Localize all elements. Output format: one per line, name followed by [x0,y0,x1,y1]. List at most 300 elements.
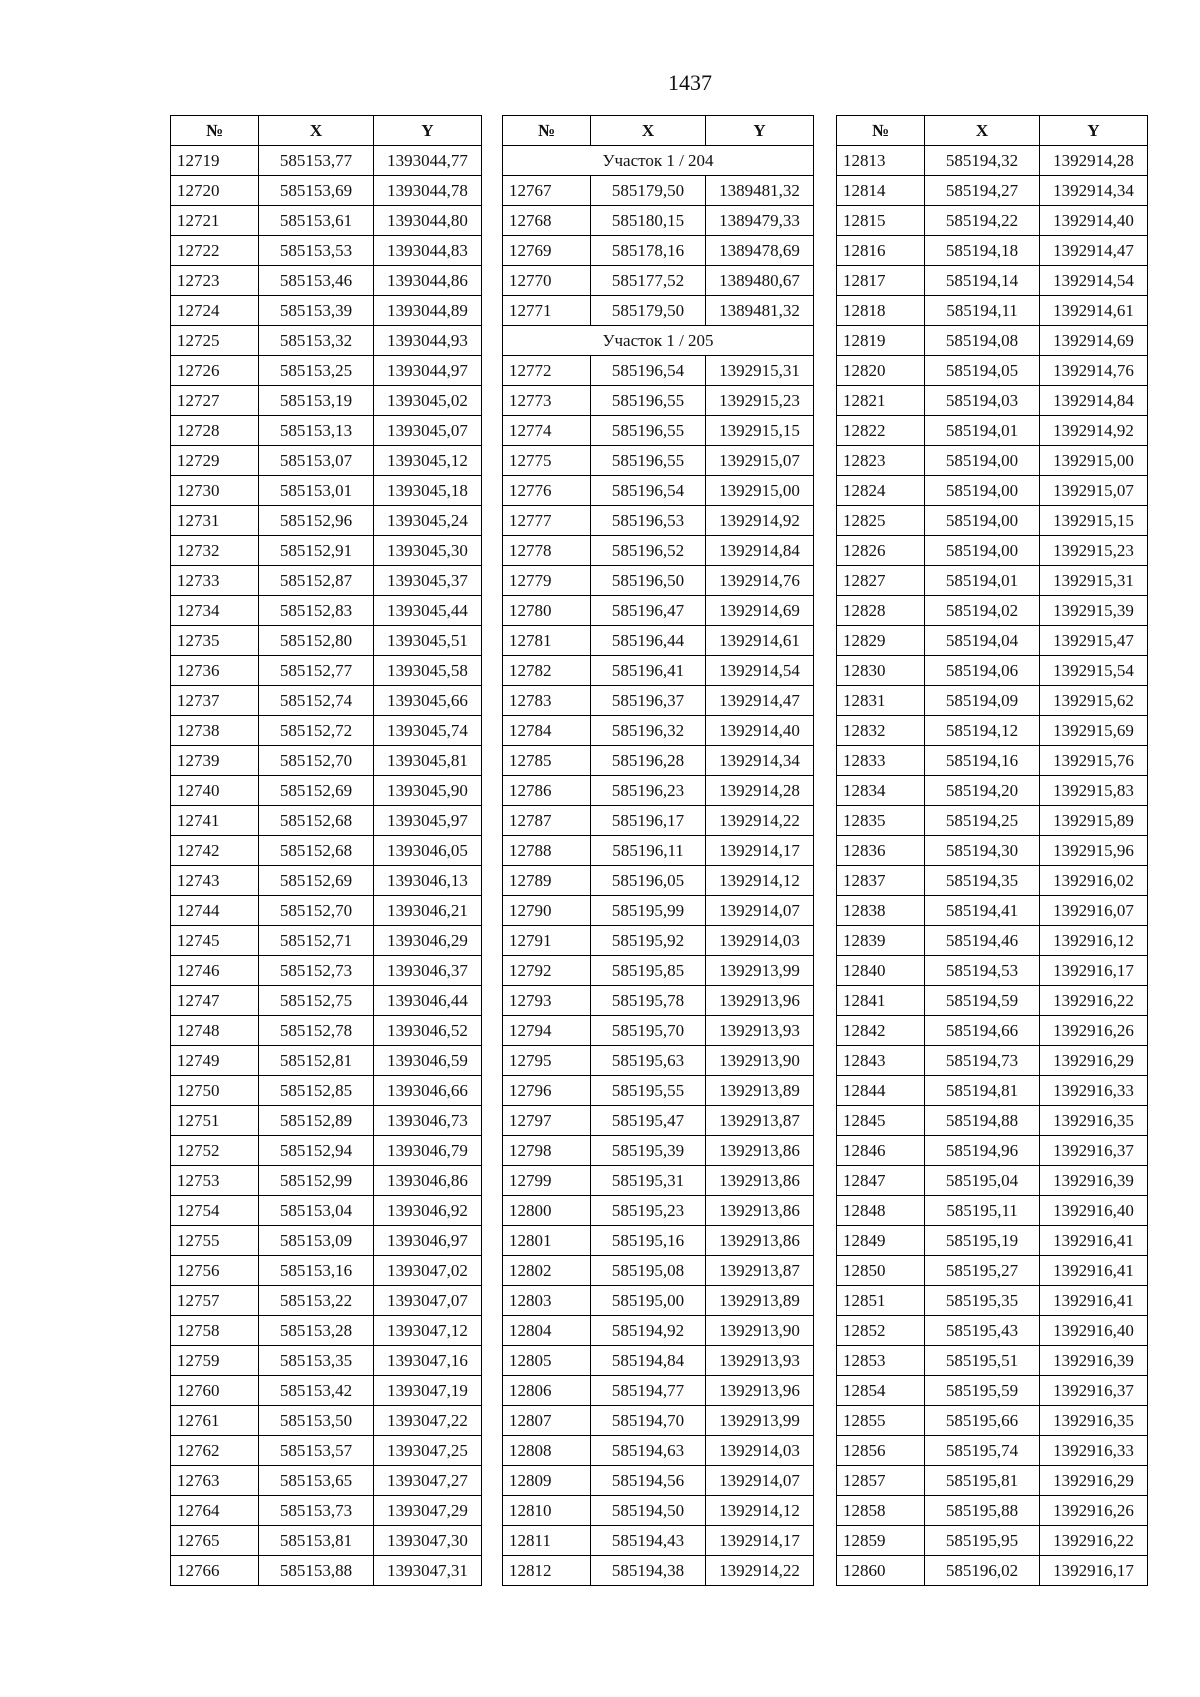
table-row [171,656,482,686]
point-number: 12794 [503,1016,591,1046]
point-number: 12791 [503,926,591,956]
x-coordinate: 585194,05 [925,356,1040,386]
x-coordinate: 585194,88 [925,1106,1040,1136]
y-coordinate: 1392913,89 [706,1286,814,1316]
table-row [171,836,482,866]
y-coordinate: 1393044,77 [374,146,482,176]
point-number: 12772 [503,356,591,386]
table-row [171,356,482,386]
x-coordinate: 585196,17 [591,806,706,836]
x-coordinate: 585178,16 [591,236,706,266]
point-number: 12733 [171,566,259,596]
point-number: 12786 [503,776,591,806]
y-coordinate: 1393044,93 [374,326,482,356]
point-number: 12766 [171,1556,259,1586]
x-coordinate: 585152,77 [259,656,374,686]
x-coordinate: 585194,04 [925,626,1040,656]
y-coordinate: 1392914,69 [706,596,814,626]
point-number: 12780 [503,596,591,626]
y-coordinate: 1392915,89 [1040,806,1148,836]
point-number: 12748 [171,1016,259,1046]
table-row [837,806,1148,836]
y-coordinate: 1392914,28 [706,776,814,806]
table-row [171,1556,482,1586]
y-coordinate: 1393046,21 [374,896,482,926]
table-row [171,1196,482,1226]
x-coordinate: 585194,12 [925,716,1040,746]
point-number: 12850 [837,1256,925,1286]
table-row [503,476,814,506]
y-coordinate: 1393044,86 [374,266,482,296]
x-coordinate: 585195,63 [591,1046,706,1076]
x-coordinate: 585153,04 [259,1196,374,1226]
y-coordinate: 1392915,39 [1040,596,1148,626]
x-coordinate: 585194,73 [925,1046,1040,1076]
table-row [171,1526,482,1556]
y-coordinate: 1392914,12 [706,1496,814,1526]
table-row [503,266,814,296]
point-number: 12847 [837,1166,925,1196]
table-row [837,1466,1148,1496]
table-row [503,356,814,386]
x-coordinate: 585196,54 [591,356,706,386]
y-coordinate: 1392916,40 [1040,1196,1148,1226]
x-coordinate: 585196,53 [591,506,706,536]
x-coordinate: 585194,59 [925,986,1040,1016]
table-row [503,866,814,896]
section-label: Участок 1 / 204 [503,146,814,176]
x-coordinate: 585195,00 [591,1286,706,1316]
x-coordinate: 585152,69 [259,776,374,806]
table-row [503,296,814,326]
x-coordinate: 585152,87 [259,566,374,596]
point-number: 12747 [171,986,259,1016]
table-row [171,1406,482,1436]
table-row [837,446,1148,476]
table-row [503,806,814,836]
point-number: 12849 [837,1226,925,1256]
point-number: 12830 [837,656,925,686]
point-number: 12821 [837,386,925,416]
table-row [171,536,482,566]
y-coordinate: 1392916,07 [1040,896,1148,926]
x-coordinate: 585153,65 [259,1466,374,1496]
y-coordinate: 1392913,93 [706,1016,814,1046]
table-row [503,1136,814,1166]
x-coordinate: 585153,22 [259,1286,374,1316]
point-number: 12781 [503,626,591,656]
x-coordinate: 585195,04 [925,1166,1040,1196]
x-coordinate: 585194,41 [925,896,1040,926]
table-row [503,1016,814,1046]
x-coordinate: 585194,09 [925,686,1040,716]
x-coordinate: 585196,47 [591,596,706,626]
y-coordinate: 1393045,81 [374,746,482,776]
table-row [837,626,1148,656]
x-coordinate: 585195,27 [925,1256,1040,1286]
point-number: 12769 [503,236,591,266]
y-coordinate: 1392915,69 [1040,716,1148,746]
x-coordinate: 585194,43 [591,1526,706,1556]
header-num: № [837,116,925,146]
x-coordinate: 585194,20 [925,776,1040,806]
x-coordinate: 585195,16 [591,1226,706,1256]
table-row [837,1406,1148,1436]
point-number: 12802 [503,1256,591,1286]
table-row [503,206,814,236]
x-coordinate: 585194,16 [925,746,1040,776]
table-row [171,266,482,296]
x-coordinate: 585152,71 [259,926,374,956]
y-coordinate: 1392914,22 [706,1556,814,1586]
table-row [171,956,482,986]
point-number: 12785 [503,746,591,776]
y-coordinate: 1392915,62 [1040,686,1148,716]
x-coordinate: 585194,50 [591,1496,706,1526]
table-row [837,296,1148,326]
point-number: 12798 [503,1136,591,1166]
x-coordinate: 585196,02 [925,1556,1040,1586]
x-coordinate: 585194,30 [925,836,1040,866]
x-coordinate: 585153,46 [259,266,374,296]
x-coordinate: 585196,55 [591,416,706,446]
table-row [171,1076,482,1106]
point-number: 12743 [171,866,259,896]
table-row [837,1196,1148,1226]
y-coordinate: 1392913,86 [706,1196,814,1226]
y-coordinate: 1393045,24 [374,506,482,536]
point-number: 12771 [503,296,591,326]
point-number: 12806 [503,1376,591,1406]
point-number: 12782 [503,656,591,686]
x-coordinate: 585196,23 [591,776,706,806]
y-coordinate: 1392915,15 [706,416,814,446]
y-coordinate: 1393047,12 [374,1316,482,1346]
table-row [171,596,482,626]
x-coordinate: 585152,72 [259,716,374,746]
table-row [503,536,814,566]
point-number: 12752 [171,1136,259,1166]
y-coordinate: 1393044,89 [374,296,482,326]
table-row [503,1556,814,1586]
table-row [171,1286,482,1316]
x-coordinate: 585152,83 [259,596,374,626]
y-coordinate: 1392916,26 [1040,1016,1148,1046]
table-row [171,386,482,416]
y-coordinate: 1392916,35 [1040,1406,1148,1436]
table-row [503,566,814,596]
point-number: 12843 [837,1046,925,1076]
table-row [837,266,1148,296]
y-coordinate: 1393044,78 [374,176,482,206]
y-coordinate: 1392913,96 [706,986,814,1016]
x-coordinate: 585153,39 [259,296,374,326]
table-row [503,926,814,956]
point-number: 12823 [837,446,925,476]
y-coordinate: 1392916,26 [1040,1496,1148,1526]
y-coordinate: 1392915,07 [706,446,814,476]
table-row [837,1436,1148,1466]
table-row [503,1226,814,1256]
y-coordinate: 1393046,37 [374,956,482,986]
y-coordinate: 1392913,87 [706,1256,814,1286]
table-row [171,806,482,836]
x-coordinate: 585194,11 [925,296,1040,326]
table-row [503,1046,814,1076]
y-coordinate: 1392914,34 [706,746,814,776]
x-coordinate: 585153,88 [259,1556,374,1586]
point-number: 12825 [837,506,925,536]
y-coordinate: 1392915,47 [1040,626,1148,656]
table-row [503,836,814,866]
y-coordinate: 1392914,40 [1040,206,1148,236]
y-coordinate: 1393046,66 [374,1076,482,1106]
y-coordinate: 1389481,32 [706,296,814,326]
table-row [503,1406,814,1436]
table-row [837,176,1148,206]
y-coordinate: 1392916,37 [1040,1136,1148,1166]
point-number: 12796 [503,1076,591,1106]
point-number: 12797 [503,1106,591,1136]
table-row [171,296,482,326]
x-coordinate: 585179,50 [591,296,706,326]
x-coordinate: 585152,80 [259,626,374,656]
x-coordinate: 585194,06 [925,656,1040,686]
table-row [171,206,482,236]
point-number: 12767 [503,176,591,206]
y-coordinate: 1392916,39 [1040,1166,1148,1196]
y-coordinate: 1393045,97 [374,806,482,836]
table-row [171,236,482,266]
table-row [837,776,1148,806]
x-coordinate: 585194,01 [925,566,1040,596]
header-x: X [591,116,706,146]
table-row [837,956,1148,986]
table-row [837,206,1148,236]
x-coordinate: 585194,00 [925,506,1040,536]
point-number: 12784 [503,716,591,746]
x-coordinate: 585153,16 [259,1256,374,1286]
x-coordinate: 585196,37 [591,686,706,716]
y-coordinate: 1392915,07 [1040,476,1148,506]
point-number: 12803 [503,1286,591,1316]
x-coordinate: 585195,11 [925,1196,1040,1226]
y-coordinate: 1392916,22 [1040,986,1148,1016]
y-coordinate: 1393045,58 [374,656,482,686]
table-row [837,1496,1148,1526]
x-coordinate: 585194,00 [925,536,1040,566]
x-coordinate: 585196,41 [591,656,706,686]
y-coordinate: 1393046,92 [374,1196,482,1226]
table-row [171,686,482,716]
x-coordinate: 585195,66 [925,1406,1040,1436]
x-coordinate: 585194,27 [925,176,1040,206]
x-coordinate: 585195,88 [925,1496,1040,1526]
y-coordinate: 1392913,90 [706,1046,814,1076]
y-coordinate: 1393047,02 [374,1256,482,1286]
point-number: 12856 [837,1436,925,1466]
table-row [171,986,482,1016]
y-coordinate: 1392914,03 [706,1436,814,1466]
point-number: 12815 [837,206,925,236]
y-coordinate: 1393045,44 [374,596,482,626]
y-coordinate: 1392913,93 [706,1346,814,1376]
y-coordinate: 1392916,29 [1040,1466,1148,1496]
table-row [171,176,482,206]
y-coordinate: 1392914,07 [706,896,814,926]
y-coordinate: 1392915,31 [1040,566,1148,596]
table-row [171,1346,482,1376]
y-coordinate: 1392916,33 [1040,1436,1148,1466]
table-row [837,506,1148,536]
x-coordinate: 585195,51 [925,1346,1040,1376]
x-coordinate: 585152,73 [259,956,374,986]
point-number: 12760 [171,1376,259,1406]
x-coordinate: 585194,63 [591,1436,706,1466]
point-number: 12817 [837,266,925,296]
point-number: 12853 [837,1346,925,1376]
table-row [837,1136,1148,1166]
point-number: 12739 [171,746,259,776]
table-row [837,476,1148,506]
y-coordinate: 1392914,28 [1040,146,1148,176]
point-number: 12783 [503,686,591,716]
x-coordinate: 585194,01 [925,416,1040,446]
point-number: 12751 [171,1106,259,1136]
x-coordinate: 585195,78 [591,986,706,1016]
table-row [171,506,482,536]
table-row [503,776,814,806]
y-coordinate: 1393045,07 [374,416,482,446]
x-coordinate: 585152,68 [259,836,374,866]
x-coordinate: 585194,53 [925,956,1040,986]
point-number: 12737 [171,686,259,716]
point-number: 12831 [837,686,925,716]
point-number: 12731 [171,506,259,536]
point-number: 12804 [503,1316,591,1346]
y-coordinate: 1392914,69 [1040,326,1148,356]
table-row [171,146,482,176]
point-number: 12788 [503,836,591,866]
y-coordinate: 1393047,16 [374,1346,482,1376]
table-row [503,1316,814,1346]
table-row [837,356,1148,386]
table-row [171,776,482,806]
section-label: Участок 1 / 205 [503,326,814,356]
point-number: 12838 [837,896,925,926]
point-number: 12749 [171,1046,259,1076]
x-coordinate: 585194,96 [925,1136,1040,1166]
x-coordinate: 585153,09 [259,1226,374,1256]
y-coordinate: 1392915,54 [1040,656,1148,686]
y-coordinate: 1392913,90 [706,1316,814,1346]
y-coordinate: 1392914,84 [1040,386,1148,416]
y-coordinate: 1393047,27 [374,1466,482,1496]
y-coordinate: 1392916,41 [1040,1286,1148,1316]
point-number: 12833 [837,746,925,776]
y-coordinate: 1393047,31 [374,1556,482,1586]
table-row [171,1316,482,1346]
y-coordinate: 1389478,69 [706,236,814,266]
y-coordinate: 1393047,19 [374,1376,482,1406]
point-number: 12824 [837,476,925,506]
x-coordinate: 585194,02 [925,596,1040,626]
x-coordinate: 585196,52 [591,536,706,566]
point-number: 12744 [171,896,259,926]
table-row [837,896,1148,926]
table-row [171,446,482,476]
y-coordinate: 1392916,41 [1040,1226,1148,1256]
x-coordinate: 585152,78 [259,1016,374,1046]
x-coordinate: 585195,85 [591,956,706,986]
table-row [503,896,814,926]
y-coordinate: 1392916,39 [1040,1346,1148,1376]
x-coordinate: 585194,77 [591,1376,706,1406]
y-coordinate: 1392914,54 [1040,266,1148,296]
y-coordinate: 1393047,22 [374,1406,482,1436]
table-row [837,1076,1148,1106]
point-number: 12801 [503,1226,591,1256]
y-coordinate: 1393047,30 [374,1526,482,1556]
point-number: 12750 [171,1076,259,1106]
y-coordinate: 1392915,00 [1040,446,1148,476]
point-number: 12790 [503,896,591,926]
table-row [503,1256,814,1286]
point-number: 12810 [503,1496,591,1526]
x-coordinate: 585196,55 [591,446,706,476]
table-row [171,476,482,506]
y-coordinate: 1392915,76 [1040,746,1148,776]
page-number: 1437 [668,70,712,95]
y-coordinate: 1392915,23 [1040,536,1148,566]
table-row [503,1196,814,1226]
x-coordinate: 585194,00 [925,446,1040,476]
x-coordinate: 585194,81 [925,1076,1040,1106]
section-row [503,146,814,176]
point-number: 12813 [837,146,925,176]
table-row [837,146,1148,176]
header-x: X [925,116,1040,146]
table-row [837,326,1148,356]
table-row [171,1166,482,1196]
y-coordinate: 1393045,02 [374,386,482,416]
x-coordinate: 585152,74 [259,686,374,716]
x-coordinate: 585194,00 [925,476,1040,506]
y-coordinate: 1393044,80 [374,206,482,236]
x-coordinate: 585195,43 [925,1316,1040,1346]
table-row [171,1046,482,1076]
y-coordinate: 1393044,97 [374,356,482,386]
x-coordinate: 585196,28 [591,746,706,776]
point-number: 12745 [171,926,259,956]
y-coordinate: 1393046,44 [374,986,482,1016]
y-coordinate: 1392914,92 [706,506,814,536]
x-coordinate: 585152,70 [259,746,374,776]
y-coordinate: 1392916,22 [1040,1526,1148,1556]
point-number: 12832 [837,716,925,746]
point-number: 12844 [837,1076,925,1106]
y-coordinate: 1392914,22 [706,806,814,836]
x-coordinate: 585196,11 [591,836,706,866]
point-number: 12845 [837,1106,925,1136]
y-coordinate: 1393045,66 [374,686,482,716]
table-row [837,1316,1148,1346]
x-coordinate: 585152,91 [259,536,374,566]
point-number: 12741 [171,806,259,836]
point-number: 12857 [837,1466,925,1496]
x-coordinate: 585195,23 [591,1196,706,1226]
y-coordinate: 1392915,23 [706,386,814,416]
